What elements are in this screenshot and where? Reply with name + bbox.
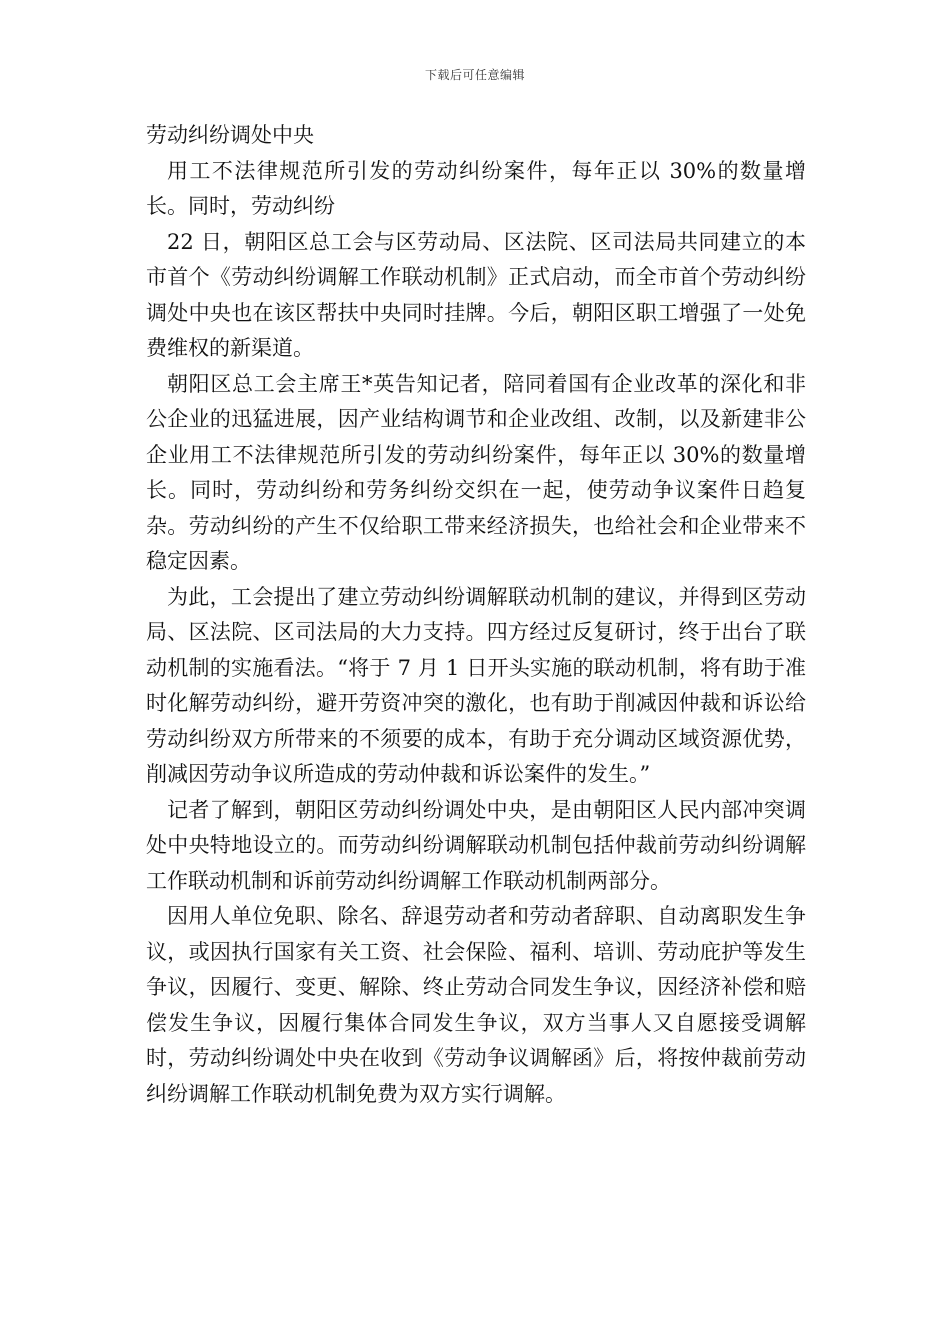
page-header-note: 下载后可任意编辑 bbox=[424, 68, 525, 82]
paragraph-2: 22 日，朝阳区总工会与区劳动局、区法院、区司法局共同建立的本市首个《劳动纠纷调解工作联动机制》正式启动，而全市首个劳动纠纷调处中央也在该区帮扶中央同时挂牌。今后，朝阳区职工增强了一处免费维权的新渠道。 bbox=[146, 229, 806, 360]
paragraph-1: 用工不法律规范所引发的劳动纠纷案件，每年正以 30%的数量增长。同时，劳动纠纷 bbox=[146, 158, 806, 218]
paragraph-3: 朝阳区总工会主席王*英告知记者，陪同着国有企业改革的深化和非公企业的迅猛进展，因产业结构调节和企业改组、改制，以及新建非公企业用工不法律规范所引发的劳动纠纷案件，每年正以 30%的数量增长。同时，劳动纠纷和劳务纠纷交织在一起，使劳动争议案件日趋复杂。劳动纠纷的产生不仅给职工带来经济损失，也给社会和企业带来不稳定因素。 bbox=[146, 371, 806, 573]
paragraph-4: 为此，工会提出了建立劳动纠纷调解联动机制的建议，并得到区劳动局、区法院、区司法局的大力支持。四方经过反复研讨，终于出台了联动机制的实施看法。“将于 7 月 1 日开头实施的联动机制，将有助于准时化解劳动纠纷，避开劳资冲突的激化，也有助于削减因仲裁和诉讼给劳动纠纷双方所带来的不须要的成本，有助于充分调动区域资源优势，削减因劳动争议所造成的劳动仲裁和诉讼案件的发生。” bbox=[146, 584, 806, 786]
paragraph-6: 因用人单位免职、除名、辞退劳动者和劳动者辞职、自动离职发生争议，或因执行国家有关工资、社会保险、福利、培训、劳动庇护等发生争议，因履行、变更、解除、终止劳动合同发生争议，因经济补偿和赔偿发生争议，因履行集体合同发生争议，双方当事人又自愿接受调解时，劳动纠纷调处中央在收到《劳动争议调解函》后，将按仲裁前劳动纠纷调解工作联动机制免费为双方实行调解。 bbox=[146, 904, 806, 1106]
document-body bbox=[146, 118, 806, 1112]
document-title: 劳动纠纷调处中央 bbox=[146, 123, 314, 147]
paragraph-5: 记者了解到，朝阳区劳动纠纷调处中央，是由朝阳区人民内部冲突调处中央特地设立的。而劳动纠纷调解联动机制包括仲裁前劳动纠纷调解工作联动机制和诉前劳动纠纷调解工作联动机制两部分。 bbox=[146, 797, 806, 893]
